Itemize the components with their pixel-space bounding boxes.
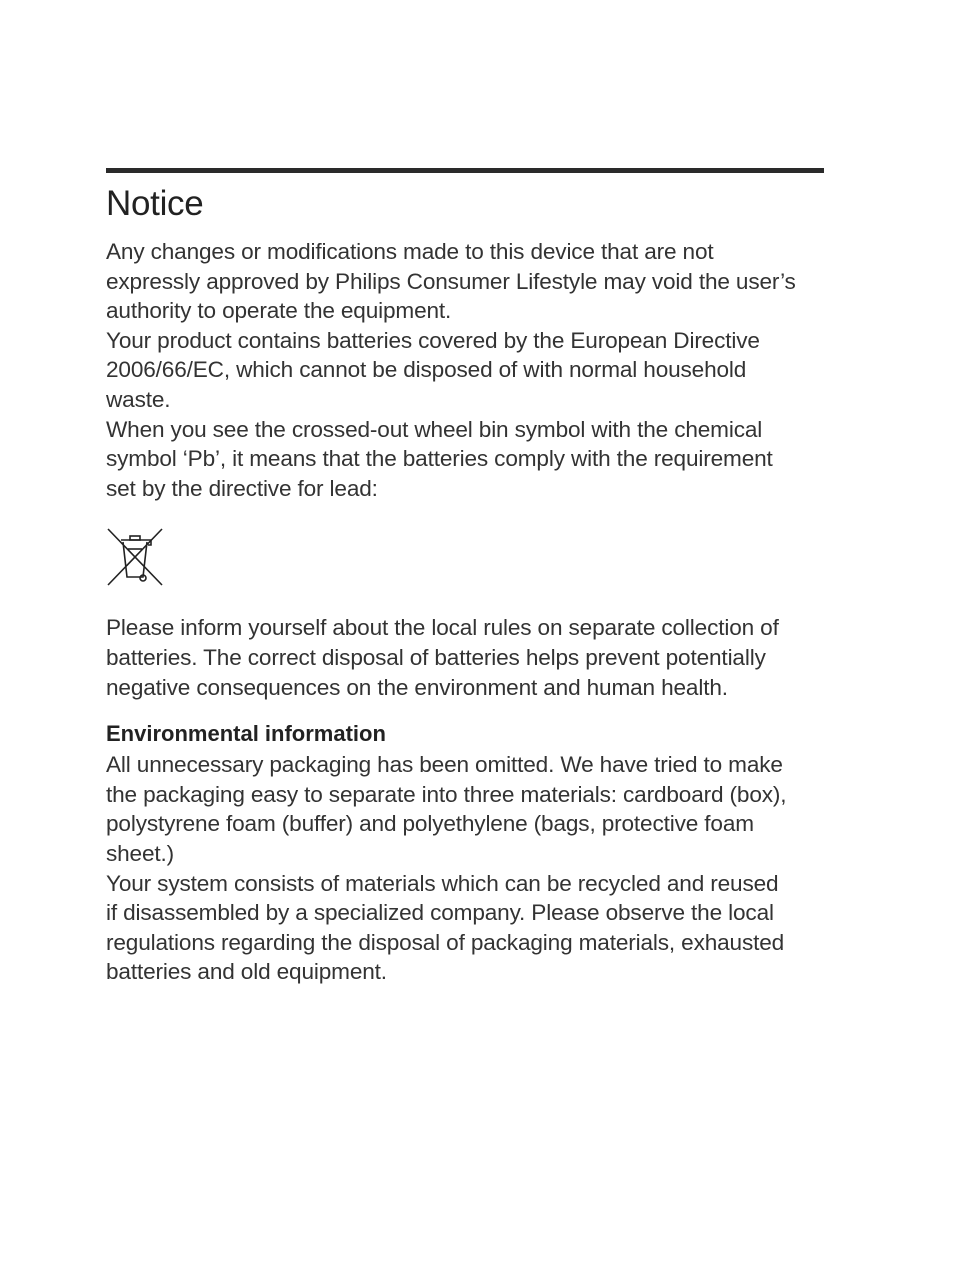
text-line: expressly approved by Philips Consumer Lifestyle may void the user’s bbox=[106, 268, 796, 294]
local-rules-paragraph bbox=[106, 613, 824, 702]
text-line: batteries and old equipment. bbox=[106, 959, 387, 985]
page-title: Notice bbox=[106, 184, 204, 223]
packaging-paragraph bbox=[106, 750, 824, 868]
environmental-info-heading: Environmental information bbox=[106, 721, 386, 747]
text-line: if disassembled by a specialized company. Please observe the local bbox=[106, 900, 774, 926]
text-line: waste. bbox=[106, 386, 171, 412]
crossed-out-wheelie-bin-icon bbox=[106, 527, 164, 587]
bin-symbol-paragraph bbox=[106, 415, 824, 504]
text-line: sheet.) bbox=[106, 840, 175, 866]
modification-warning-paragraph bbox=[106, 237, 824, 326]
text-line: the packaging easy to separate into three materials: cardboard (box), bbox=[106, 781, 787, 807]
text-line: Your product contains batteries covered by the European Directive bbox=[106, 327, 760, 353]
text-line: regulations regarding the disposal of packaging materials, exhausted bbox=[106, 929, 785, 955]
text-line: Your system consists of materials which can be recycled and reused bbox=[106, 870, 779, 896]
text-line: Any changes or modifications made to this device that are not bbox=[106, 239, 714, 264]
text-line: set by the directive for lead: bbox=[106, 475, 378, 501]
text-line: polystyrene foam (buffer) and polyethylene (bags, protective foam bbox=[106, 811, 754, 837]
battery-directive-paragraph bbox=[106, 326, 824, 415]
text-line: 2006/66/EC, which cannot be disposed of with normal household bbox=[106, 357, 747, 383]
text-line: When you see the crossed-out wheel bin symbol with the chemical bbox=[106, 416, 763, 442]
text-line: symbol ‘Pb’, it means that the batteries comply with the requirement bbox=[106, 446, 773, 472]
text-line: Please inform yourself about the local rules on separate collection of bbox=[106, 615, 779, 641]
text-line: authority to operate the equipment. bbox=[106, 298, 452, 324]
section-top-rule bbox=[106, 168, 824, 173]
text-line: batteries. The correct disposal of batteries helps prevent potentially bbox=[106, 644, 766, 670]
text-line: All unnecessary packaging has been omitted. We have tried to make bbox=[106, 752, 783, 778]
recycling-paragraph bbox=[106, 869, 824, 987]
text-line: negative consequences on the environment and human health. bbox=[106, 674, 728, 700]
notice-section bbox=[106, 168, 824, 987]
